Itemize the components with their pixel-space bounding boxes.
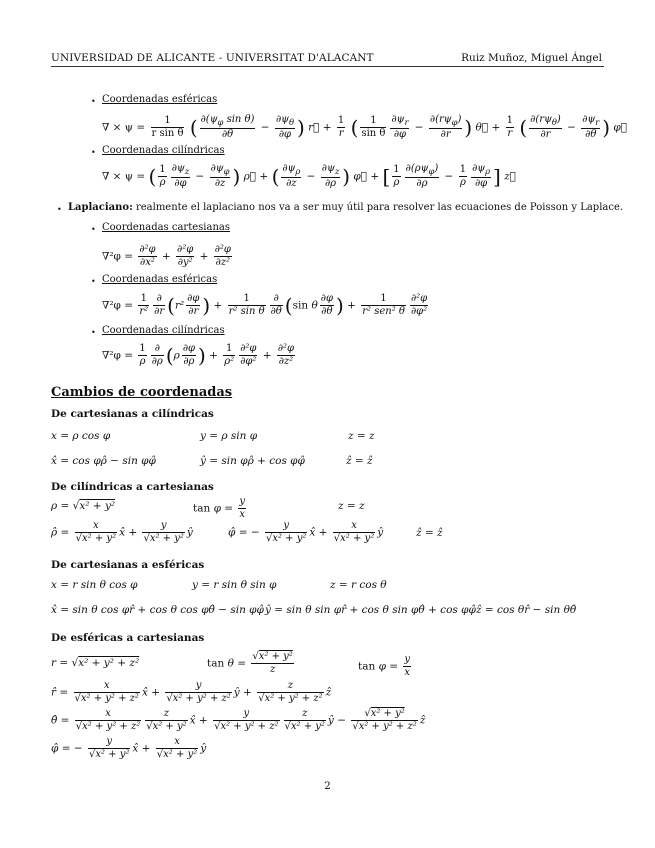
bullet: •	[57, 205, 62, 214]
eq-zhat-cyl: ẑ = ẑ	[346, 455, 373, 467]
eq-phihat-cyl: φ̂ = − $\frac{y}{\text{√x² + y²}}$ x̂ + $\frac{x}{\text{√x² + y²}}$ ŷ	[228, 520, 384, 544]
eq-tan-theta: tan θ = $\frac{\text{√x² + y²}}{z}$	[207, 651, 293, 675]
subsection-cart-to-sph: De cartesianas a esféricas	[51, 559, 205, 571]
eq-tan-phi-sph: tan φ = $\frac{y}{x}$	[358, 654, 411, 678]
laplacian-cylindrical-label: Coordenadas cilíndricas	[102, 325, 225, 336]
eq-x-sph: x = r sin θ cos φ	[51, 579, 138, 591]
eq-yhat-sph: ŷ = sin θ sin φr̂ + cos θ sin φθ̂ + cos φφ̂	[265, 604, 476, 616]
header-right: Ruiz Muñoz, Miguel Ángel	[461, 52, 602, 64]
curl-cylindrical-equation: ∇ × ψ = ( $\frac{1}{\rho}$ $\frac{\partial\psi_z}{\partial\varphi}$ − $\frac{\partial\psi_\varphi}{\partial z}$ ) ρ⃗ + ( $\frac{\partial\psi_\rho}{\partial z}$ − $\frac{\partial\psi_z}{\partial\rho}$ ) φ⃗ + [ $\frac{1}{\rho}$ $\frac{\partial(\rho\psi_\varphi)}{\partial\rho}$ − $\frac{1}{\rho}$ $\frac{\partial\psi_\rho}{\partial\varphi}$ ] z⃗	[102, 163, 516, 189]
eq-rho: ρ = √x² + y²	[51, 500, 116, 512]
eq-xhat-sph: x̂ = sin θ cos φr̂ + cos θ cos φθ̂ − sin φφ̂	[51, 604, 264, 616]
laplacian-paragraph	[68, 202, 623, 213]
eq-rhat: r̂ = $\frac{x}{\text{√x² + y² + z²}}$ x̂ + $\frac{y}{\text{√x² + y² + z²}}$ ŷ + $\frac{z}{\text{√x² + y² + z²}}$ ẑ	[51, 680, 332, 704]
curl-spherical-label: Coordenadas esféricas	[102, 94, 218, 105]
laplacian-cylindrical-equation: ∇²φ = $\frac{1}{\rho}$ $\frac{\partial}{\partial\rho}$ (ρ $\frac{\partial\varphi}{\partial\rho}$ ) + $\frac{1}{\text{ρ²}}$ $\frac{\text{∂²φ}}{\text{∂φ²}}$ + $\frac{\text{∂²φ}}{\text{∂z²}}$	[102, 343, 295, 368]
eq-phihat-sph: φ̂ = − $\frac{y}{\text{√x² + y²}}$ x̂ + $\frac{x}{\text{√x² + y²}}$ ŷ	[51, 736, 207, 760]
eq-x-cyl: x = ρ cos φ	[51, 430, 111, 442]
eq-zhat-zhat: ẑ = ẑ	[416, 527, 443, 539]
eq-rhohat: ρ̂ = $\frac{x}{\text{√x² + y²}}$ x̂ + $\frac{y}{\text{√x² + y²}}$ ŷ	[51, 520, 193, 544]
laplacian-title: Laplaciano:	[68, 202, 133, 213]
eq-y-sph: y = r sin θ sin φ	[192, 579, 277, 591]
bullet: •	[91, 328, 96, 337]
curl-spherical-equation: ∇ × ψ = $\frac{1}{\text{r sin θ}}$ ( $\frac{\partial(\psi_\varphi \sin \theta)}{\partial\theta}$ − $\frac{\partial\psi_\theta}{\partial\varphi}$ ) r⃗ + $\frac{1}{r}$ ( $\frac{1}{\text{sin θ}}$ $\frac{\partial\psi_r}{\partial\varphi}$ − $\frac{\partial(r\psi_\varphi)}{\partial r}$ ) θ⃗ + $\frac{1}{r}$ ( $\frac{\partial(r\psi_\theta)}{\partial r}$ − $\frac{\partial\psi_r}{\partial\theta}$ ) φ⃗	[102, 114, 628, 140]
subsection-sph-to-cart: De esféricas a cartesianas	[51, 632, 205, 644]
eq-zhat-sph: ẑ = cos θr̂ − sin θθ̂	[476, 604, 577, 616]
page-number: 2	[324, 780, 331, 792]
laplacian-cartesian-equation: ∇²φ = $\frac{\text{∂²φ}}{\text{∂x²}}$ + $\frac{\text{∂²φ}}{\text{∂y²}}$ + $\frac{\text{∂²φ}}{\text{∂z²}}$	[102, 244, 231, 268]
subsection-cyl-to-cart: De cilíndricas a cartesianas	[51, 481, 214, 493]
eq-xhat-cyl: x̂ = cos φρ̂ − sin φφ̂	[51, 455, 156, 467]
header-left: UNIVERSIDAD DE ALICANTE - UNIVERSITAT D'ALACANT	[51, 52, 374, 64]
header-rule	[51, 66, 604, 67]
bullet: •	[91, 148, 96, 157]
bullet: •	[91, 225, 96, 234]
laplacian-spherical-equation: ∇²φ = $\frac{1}{\text{r²}}$ $\frac{\partial}{\partial r}$ (r² $\frac{\partial\varphi}{\partial r}$ ) + $\frac{1}{\text{r² sin θ}}$ $\frac{\partial}{\partial\theta}$ (sin θ $\frac{\partial\varphi}{\partial\theta}$ ) + $\frac{1}{\text{r² sen² θ}}$ $\frac{\text{∂²φ}}{\text{∂φ²}}$	[102, 293, 428, 318]
eq-yhat-cyl: ŷ = sin φρ̂ + cos φφ̂	[200, 455, 305, 467]
eq-z-cyl: z = z	[348, 430, 375, 442]
bullet: •	[91, 97, 96, 106]
eq-z-z: z = z	[338, 500, 365, 512]
eq-tan-phi-cyl: tan φ = $\frac{y}{x}$	[193, 496, 246, 520]
curl-cylindrical-label: Coordenadas cilíndricas	[102, 145, 225, 156]
eq-y-cyl: y = ρ sin φ	[200, 430, 258, 442]
section-title: Cambios de coordenadas	[51, 385, 233, 400]
eq-z-sph: z = r cos θ	[330, 579, 387, 591]
laplacian-spherical-label: Coordenadas esféricas	[102, 274, 218, 285]
bullet: •	[91, 277, 96, 286]
eq-r: r = √x² + y² + z²	[51, 657, 140, 669]
eq-thetahat: θ̂ = $\frac{x}{\text{√x² + y² + z²}}$ $\frac{z}{\text{√x² + y²}}$ x̂ + $\frac{y}{\text{√x² + y² + z²}}$ $\frac{z}{\text{√x² + y²}}$ ŷ − $\frac{\text{√x² + y²}}{\text{√x² + y² + z²}}$ ẑ	[51, 708, 426, 732]
subsection-cart-to-cyl: De cartesianas a cilíndricas	[51, 408, 214, 420]
laplacian-cartesian-label: Coordenadas cartesianas	[102, 222, 230, 233]
laplacian-text: realmente el laplaciano nos va a ser muy útil para resolver las ecuaciones de Poisson y Laplace.	[135, 202, 624, 213]
